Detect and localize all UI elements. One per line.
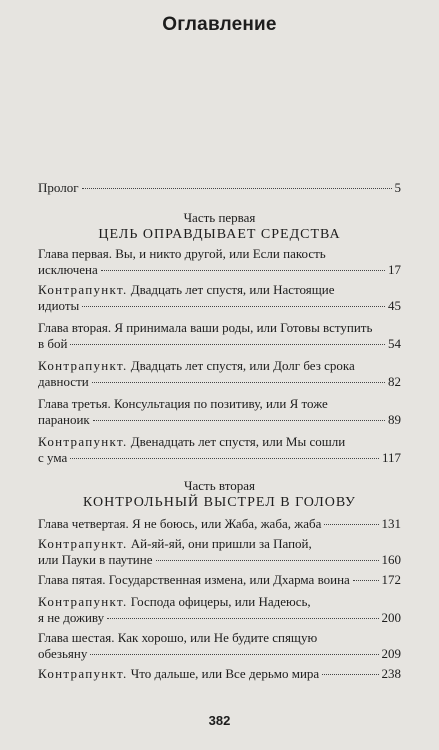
- entry-title-cont: параноик: [38, 412, 90, 427]
- dot-leader: [70, 344, 385, 345]
- dot-leader: [324, 524, 378, 525]
- toc-entry[interactable]: [38, 536, 401, 568]
- toc-entry[interactable]: [38, 282, 401, 314]
- part-title: ЦЕЛЬ ОПРАВДЫВАЕТ СРЕДСТВА: [98, 227, 341, 242]
- toc-entry[interactable]: [38, 572, 401, 588]
- entry-title-cont: я не доживу: [38, 610, 105, 625]
- dot-leader: [107, 618, 378, 619]
- toc-entry[interactable]: [38, 396, 401, 428]
- entry-title: Господа офицеры, или Надеюсь,: [127, 594, 311, 609]
- toc-entry[interactable]: [38, 434, 401, 466]
- entry-page: 172: [381, 572, 401, 587]
- dot-leader: [322, 674, 378, 675]
- entry-title: Двадцать лет спустя, или Настоящие: [127, 282, 335, 297]
- entry-title: Глава пятая. Государственная измена, или Дхарма воина: [38, 572, 350, 587]
- dot-leader: [82, 306, 385, 307]
- entry-page: 160: [381, 552, 401, 567]
- toc-entry[interactable]: [38, 358, 401, 390]
- entry-title: Глава третья. Консультация по позитиву, или Я тоже: [38, 396, 328, 411]
- entry-title: Двадцать лет спустя, или Долг без срока: [127, 358, 355, 373]
- toc-entry[interactable]: [38, 666, 401, 682]
- entry-title: Что дальше, или Все дерьмо мира: [127, 666, 320, 681]
- entry-page: 82: [388, 374, 401, 389]
- entry-prefix: Контрапункт.: [38, 594, 128, 609]
- toc-entry-prologue[interactable]: [38, 180, 401, 196]
- entry-title: Глава первая. Вы, и никто другой, или Если пакость: [38, 246, 326, 261]
- toc-entry[interactable]: [38, 516, 401, 532]
- entry-title-cont: исключена: [38, 262, 98, 277]
- dot-leader: [101, 270, 385, 271]
- entry-prefix: Контрапункт.: [38, 282, 128, 297]
- entry-title: Ай-яй-яй, они пришли за Папой,: [127, 536, 312, 551]
- toc-entry[interactable]: [38, 320, 401, 352]
- dot-leader: [156, 560, 379, 561]
- toc-entry[interactable]: [38, 246, 401, 278]
- toc-entry[interactable]: [38, 630, 401, 662]
- entry-page: 117: [381, 450, 401, 465]
- entry-title-cont: в бой: [38, 336, 68, 351]
- entry-page: 89: [388, 412, 401, 427]
- entry-page: 17: [388, 262, 401, 277]
- toc-entry[interactable]: [38, 594, 401, 626]
- dot-leader: [353, 580, 379, 581]
- entry-title-cont: обезьяну: [38, 646, 88, 661]
- page-title: Оглавление: [162, 14, 277, 35]
- part-label: Часть вторая: [184, 478, 255, 493]
- page-number: 382: [208, 713, 231, 728]
- entry-label: Пролог: [38, 180, 79, 195]
- entry-prefix: Контрапункт.: [38, 666, 128, 681]
- entry-page: 45: [388, 298, 401, 313]
- entry-title: Глава шестая. Как хорошо, или Не будите спящую: [38, 630, 318, 645]
- entry-title: Глава четвертая. Я не боюсь, или Жаба, жаба, жаба: [38, 516, 322, 531]
- part-heading-1: [30, 210, 409, 244]
- dot-leader: [93, 420, 385, 421]
- part-heading-2: [30, 478, 409, 512]
- dot-leader: [70, 458, 379, 459]
- part-label: Часть первая: [183, 210, 256, 225]
- entry-page: 200: [381, 610, 401, 625]
- entry-title-cont: с ума: [38, 450, 68, 465]
- entry-page: 209: [381, 646, 401, 661]
- entry-title-cont: или Пауки в паутине: [38, 552, 153, 567]
- part-title: КОНТРОЛЬНЫЙ ВЫСТРЕЛ В ГОЛОВУ: [83, 495, 356, 510]
- entry-page: 5: [394, 180, 401, 195]
- entry-prefix: Контрапункт.: [38, 434, 128, 449]
- entry-prefix: Контрапункт.: [38, 358, 128, 373]
- dot-leader: [90, 654, 378, 655]
- entry-title-cont: идиоты: [38, 298, 80, 313]
- entry-title: Двенадцать лет спустя, или Мы сошли: [127, 434, 346, 449]
- entry-title-cont: давности: [38, 374, 89, 389]
- entry-page: 54: [388, 336, 401, 351]
- entry-prefix: Контрапункт.: [38, 536, 128, 551]
- entry-page: 131: [381, 516, 401, 531]
- entry-title: Глава вторая. Я принимала ваши роды, или Готовы вступить: [38, 320, 373, 335]
- dot-leader: [92, 382, 385, 383]
- entry-page: 238: [381, 666, 401, 681]
- dot-leader: [82, 188, 392, 189]
